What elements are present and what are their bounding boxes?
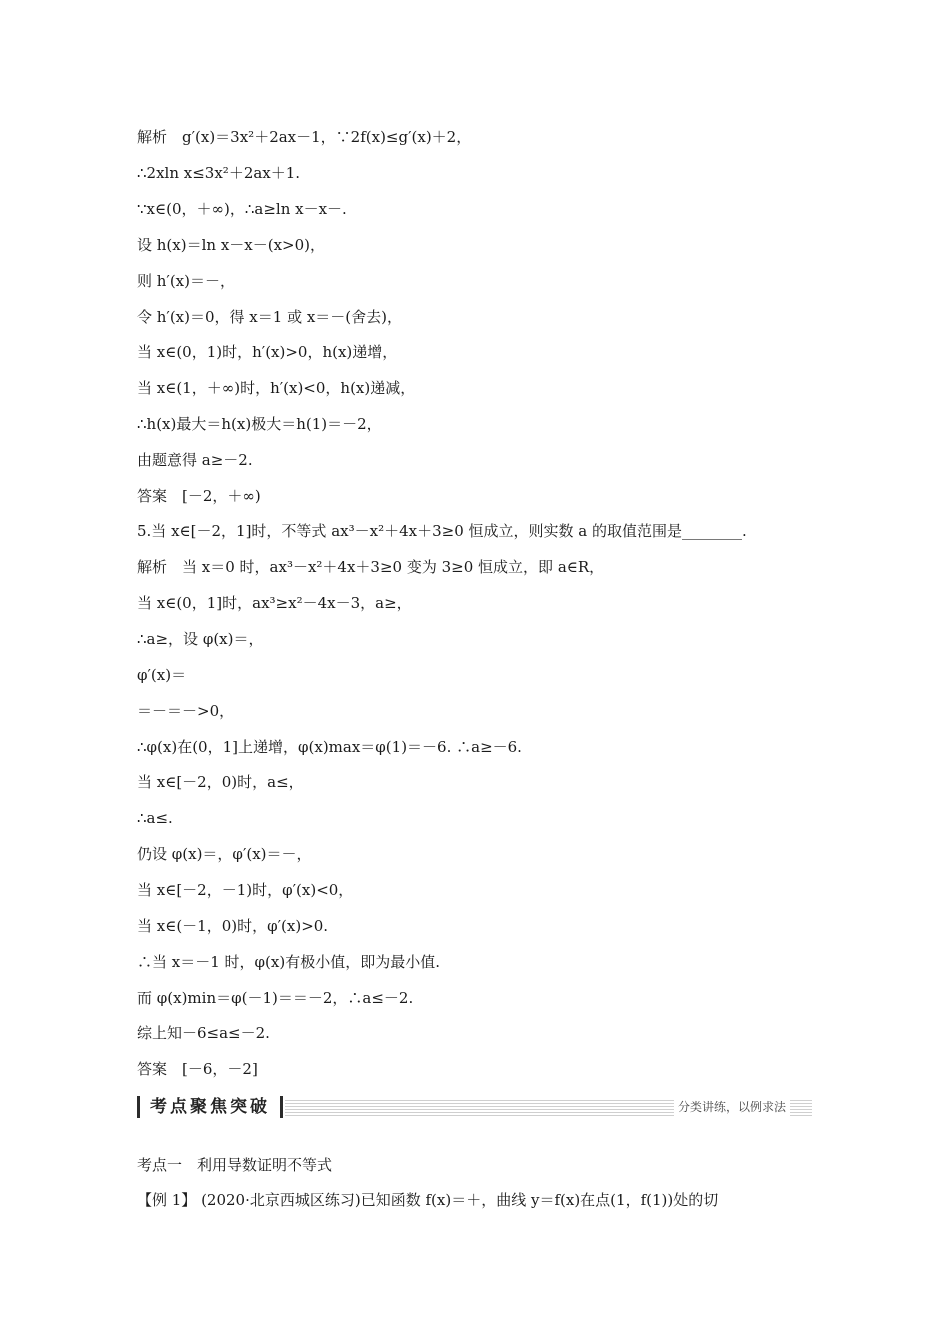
text-line: ∴2xln x≤3x²＋2ax＋1. <box>137 164 301 182</box>
text-line: 当 x∈[－2，－1)时，φ′(x)<0， <box>137 881 354 899</box>
text-line: ∴当 x＝－1 时，φ(x)有极小值，即为最小值. <box>137 953 440 971</box>
text-line: ∴φ(x)在(0，1]上递增，φ(x)max＝φ(1)＝－6. ∴a≥－6. <box>137 738 522 756</box>
text-line: φ′(x)＝ <box>137 666 187 684</box>
text-line: 当 x∈(－1，0)时，φ′(x)>0. <box>137 917 329 935</box>
text-line: 由题意得 a≥－2. <box>137 451 253 469</box>
text-line: 令 h′(x)＝0，得 x＝1 或 x＝－(舍去)， <box>137 308 403 326</box>
text-line: ∴a≤. <box>137 809 173 827</box>
text-line: 则 h′(x)＝－， <box>137 272 235 290</box>
text-line: 解析 当 x＝0 时，ax³－x²＋4x＋3≥0 变为 3≥0 恒成立，即 a∈R， <box>137 558 605 576</box>
text-line: ∴a≥，设 φ(x)＝， <box>137 630 264 648</box>
banner-subtitle: 分类讲练，以例求法 <box>674 1096 790 1118</box>
text-line: 综上知－6≤a≤－2. <box>137 1024 270 1042</box>
text-line: 设 h(x)＝ln x－x－(x>0)， <box>137 236 326 254</box>
text-line: ∴h(x)最大＝h(x)极大＝h(1)＝－2， <box>137 415 382 433</box>
text-line: ＝－＝－>0， <box>137 702 235 720</box>
text-line: 当 x∈(0，1]时，ax³≥x²－4x－3，a≥， <box>137 594 412 612</box>
banner-title: 考点聚焦突破 <box>150 1097 270 1117</box>
text-line: 当 x∈(1，＋∞)时，h′(x)<0，h(x)递减， <box>137 379 416 397</box>
text-line: 仍设 φ(x)＝，φ′(x)＝－， <box>137 845 312 863</box>
answer-line: 答案 [－2，＋∞) <box>137 487 261 505</box>
example-1: 【例 1】 (2020·北京西城区练习)已知函数 f(x)＝＋，曲线 y＝f(x)在点(1，f(1))处的切 <box>137 1191 719 1209</box>
banner-title-box <box>137 1096 283 1118</box>
text-line: ∵x∈(0，＋∞)，∴a≥ln x－x－. <box>137 200 347 218</box>
section-banner <box>137 1096 812 1118</box>
text-line: 当 x∈[－2，0)时，a≤， <box>137 773 304 791</box>
question-5: 5.当 x∈[－2，1]时，不等式 ax³－x²＋4x＋3≥0 恒成立，则实数 a 的取值范围是________. <box>137 522 747 540</box>
text-line: 当 x∈(0，1)时，h′(x)>0，h(x)递增， <box>137 343 398 361</box>
text-line: 解析 g′(x)＝3x²＋2ax－1，∵2f(x)≤g′(x)＋2， <box>137 128 472 146</box>
text-line: 而 φ(x)min＝φ(－1)＝＝－2，∴a≤－2. <box>137 989 414 1007</box>
section-heading: 考点一 利用导数证明不等式 <box>137 1156 333 1174</box>
answer-line: 答案 [－6，－2] <box>137 1060 258 1078</box>
